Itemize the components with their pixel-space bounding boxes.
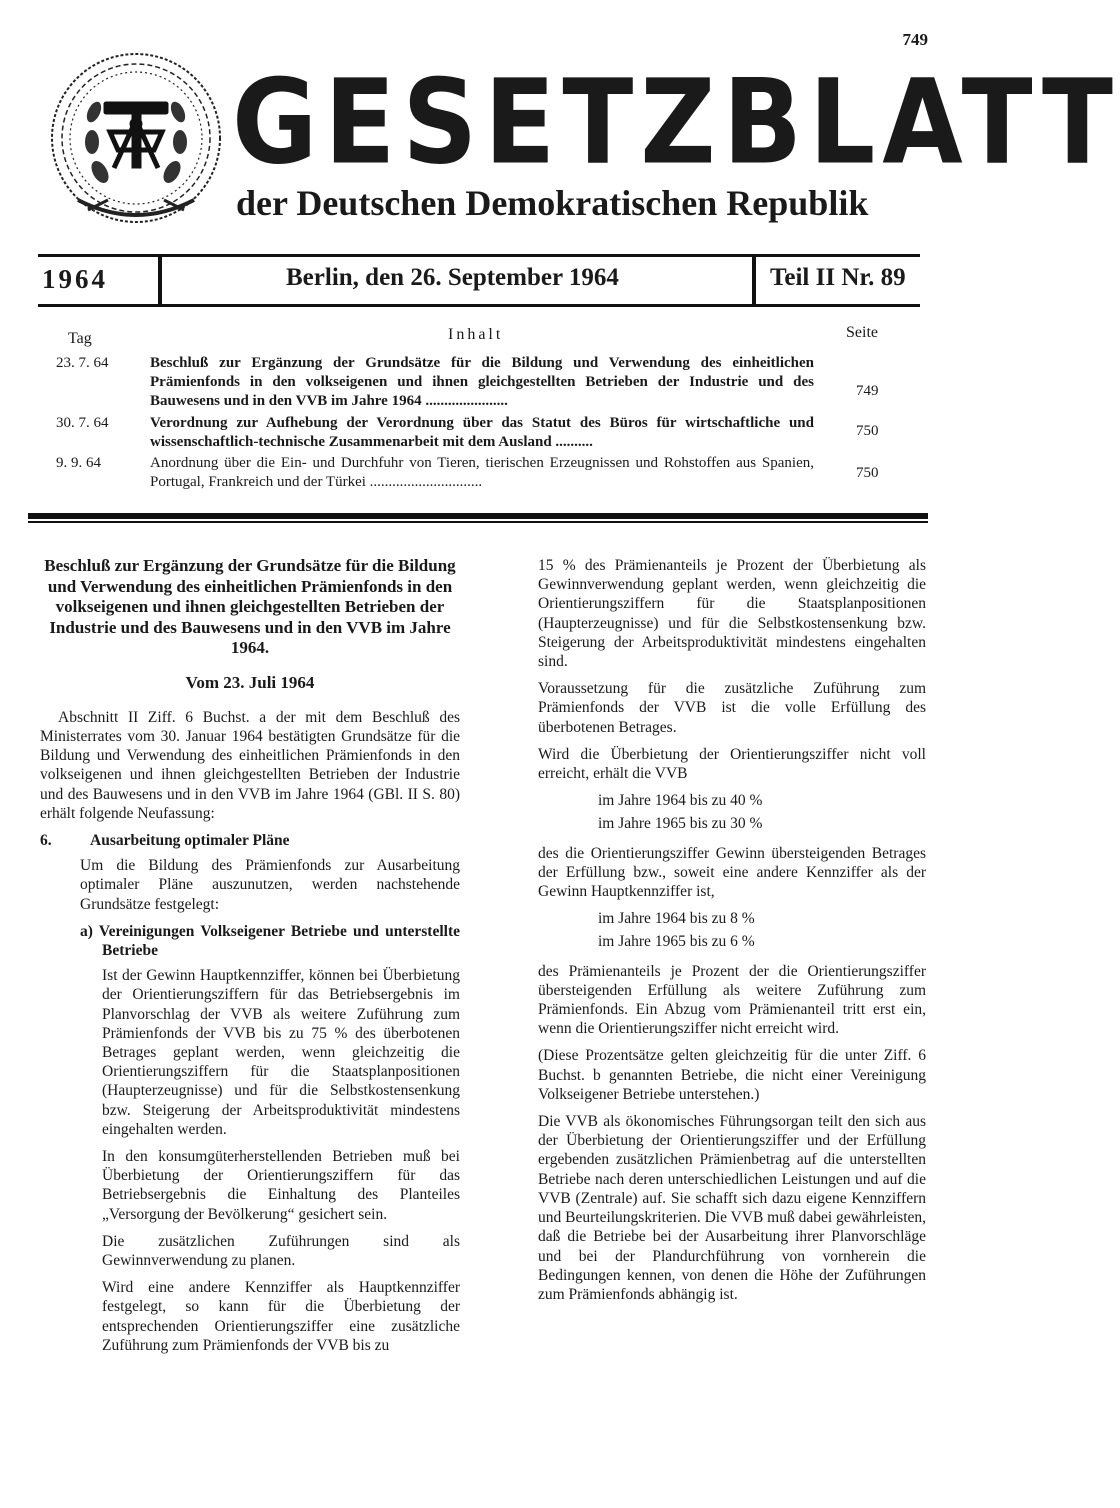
left-column [40, 556, 460, 1363]
paragraph: des die Orientierungsziffer Gewinn übersteigenden Betrages der Erfüllung bzw., soweit eine andere Kennziffer als der Gewinn Hauptkennziffer ist, [538, 844, 926, 901]
paragraph: Wird die Überbietung der Orientierungsziffer nicht voll erreicht, erhält die VVB [538, 745, 926, 783]
decision-title: Beschluß zur Ergänzung der Grundsätze für die Bildung und Verwendung des einheitlichen Prämienfonds in den volkseigenen und ihnen gleichgestellten Betrieben der Industrie und des Bauwesens und in den VVB im Jahre 1964. [44, 556, 456, 657]
toc-entry-title: Beschluß zur Ergänzung der Grundsätze für die Bildung und Verwendung des einheitlichen Prämienfonds in den volkseigenen und ihnen gleichgestellten Betrieben der Industrie und des Bauwesens und in den VVB im Jahre 1964 ...................... [150, 355, 814, 409]
toc-entry-date: 9. 9. 64 [56, 455, 101, 471]
header-top-rule [38, 254, 920, 257]
section-number: 6. [40, 831, 52, 849]
toc-entry-date: 30. 7. 64 [56, 415, 109, 431]
section-intro: Um die Bildung des Prämienfonds zur Ausarbeitung optimaler Pläne auszunutzen, werden nachstehende Grundsätze festgelegt: [80, 857, 460, 913]
paragraph: 15 % des Prämienanteils je Prozent der Überbietung als Gewinnverwendung geplant werden, wenn gleichzeitig die Orientierungsziffern für die Staatsplanpositionen (Haupterzeugnisse) und für die Selbstkostensenkung bzw. Steigerung der Arbeitsproduktivität mindestens eingehalten sind. [538, 557, 926, 671]
intro-paragraph: Abschnitt II Ziff. 6 Buchst. a der mit dem Beschluß des Ministerrates vom 30. Januar 1964 bestätigten Grundsätze für die Bildung und Verwendung des einheitlichen Prämienfonds in den volkseigenen und ihnen gleichgestellten Betrieben der Industrie und des Bauwesens und in den VVB im Jahre 1964 (GBl. II S. 80) erhält folgende Neufassung: [40, 708, 460, 822]
paragraph: Ist der Gewinn Hauptkennziffer, können bei Überbietung der Orientierungsziffern für das Betriebsergebnis im Planvorschlag der VVB als weitere Zuführung zum Prämienfonds der VVB bis zu 75 % des überbotenen Betrages geplant werden, wenn gleichzeitig die Orientierungsziffern für die Staatsplanpositionen (Haupterzeugnisse) und für die Selbstkostensenkung bzw. Steigerung der Arbeitsproduktivität mindestens eingehalten werden. [102, 967, 460, 1138]
toc-column-seite: Seite [846, 324, 878, 341]
percentage-line: im Jahre 1964 bis zu 40 % [598, 792, 763, 810]
section-divider-thick [28, 513, 928, 519]
issue-part-number: Teil II Nr. 89 [770, 264, 906, 291]
header-divider [158, 256, 162, 304]
toc-entry-date: 23. 7. 64 [56, 355, 109, 371]
header-bottom-rule [38, 304, 920, 307]
paragraph: Wird eine andere Kennziffer als Hauptkennziffer festgelegt, so kann für die Überbietung der entsprechenden Orientierungsziffer eine zusätzliche Zuführung zum Prämienfonds der VVB bis zu [102, 1279, 460, 1354]
section-heading [40, 831, 460, 850]
subsection-body [102, 966, 460, 1355]
section-title: Ausarbeitung optimaler Pläne [90, 831, 290, 849]
toc-entry-page: 749 [856, 383, 879, 399]
toc-entry-page: 750 [856, 465, 879, 481]
publication-subtitle: der Deutschen Demokratischen Republik [236, 183, 869, 223]
toc-column-inhalt: Inhalt [448, 326, 504, 343]
section-divider-thin [28, 521, 928, 523]
subsection-heading: a) Vereinigungen Volkseigener Betriebe und unterstellte Betriebe [80, 922, 460, 959]
toc-entry-title: Verordnung zur Aufhebung der Verordnung über das Statut des Büros für wirtschaftliche und wissenschaftlich-technische Zusammenarbeit mit dem Ausland .......... [150, 415, 814, 450]
paragraph: In den konsumgüterherstellenden Betrieben muß bei Überbietung der Orientierungsziffern für das Betriebsergebnis die Einhaltung des Planteiles „Versorgung der Bevölkerung“ gesichert sein. [102, 1147, 460, 1223]
page-number: 749 [902, 30, 928, 49]
issue-year: 1964 [42, 264, 108, 294]
percentage-line: im Jahre 1965 bis zu 6 % [598, 933, 755, 951]
paragraph: Die VVB als ökonomisches Führungsorgan teilt den sich aus der Überbietung der Orientierungsziffer und der Erfüllung ergebenden zusätzlichen Prämienbetrag auf die unterstellten Betriebe nach deren unterschiedlichen Leistungen und auf die VVB (Zentrale) auf. Sie schafft sich dazu eigene Kennziffern und Beurteilungskriterien. Die VVB muß dabei gewährleisten, daß die Betriebe bei der Ausarbeitung ihrer Planvorschläge und bei der Plandurchführung von vornherein die Bedingungen kennen, von denen die Höhe der Zuführungen zum Prämienfonds abhängig ist. [538, 1113, 926, 1303]
section-body [80, 856, 460, 1355]
right-column [538, 556, 926, 1312]
issue-place-date: Berlin, den 26. September 1964 [286, 264, 619, 291]
header-divider [752, 256, 756, 304]
paragraph: Voraussetzung für die zusätzliche Zuführung zum Prämienfonds der VVB ist die volle Erfüllung des überbotenen Betrages. [538, 680, 926, 736]
paragraph: Die zusätzlichen Zuführungen sind als Gewinnverwendung zu planen. [102, 1232, 460, 1269]
percentage-line: im Jahre 1964 bis zu 8 % [598, 910, 755, 928]
state-emblem [48, 50, 224, 226]
publication-title: GESETZBLATT [232, 53, 1120, 191]
toc-entry-title: Anordnung über die Ein- und Durchfuhr von Tieren, tierischen Erzeugnissen und Rohstoffen aus Spanien, Portugal, Frankreich und der Türkei .............................. [150, 455, 814, 490]
toc-column-tag: Tag [68, 330, 92, 347]
paragraph: des Prämienanteils je Prozent der die Orientierungsziffer übersteigenden Erfüllung als weitere Zuführung zum Prämienfonds. Ein Abzug vom Prämienanteil tritt erst ein, wenn die Orientierungsziffer nicht erreicht wird. [538, 962, 926, 1038]
paragraph: (Diese Prozentsätze gelten gleichzeitig für die unter Ziff. 6 Buchst. b genannten Betriebe, die nicht einer Vereinigung Volkseigener Betriebe unterstehen.) [538, 1047, 926, 1103]
toc-entry-page: 750 [856, 423, 879, 439]
decision-date: Vom 23. Juli 1964 [185, 672, 315, 692]
percentage-line: im Jahre 1965 bis zu 30 % [598, 815, 763, 833]
